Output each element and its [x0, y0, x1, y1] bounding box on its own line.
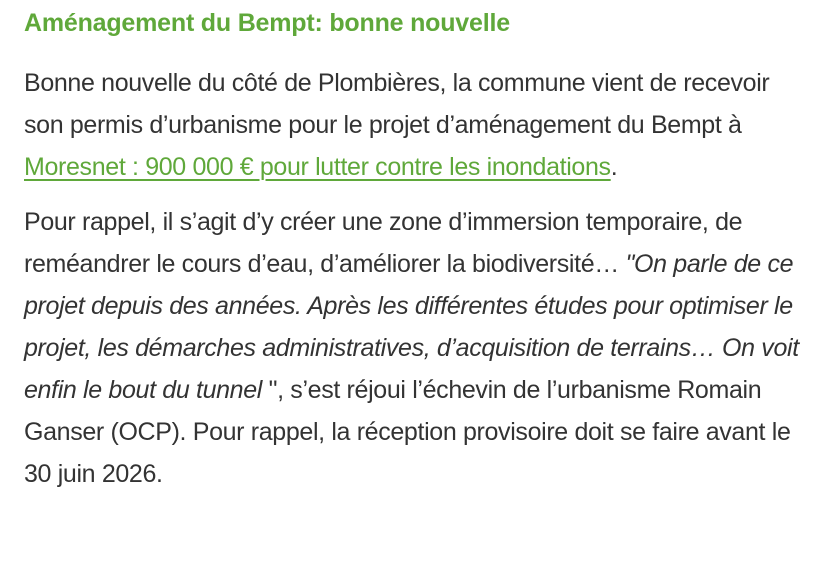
moresnet-article-link[interactable]: Moresnet : 900 000 € pour lutter contre les inondations	[24, 153, 611, 181]
article-title: Aménagement du Bempt: bonne nouvelle	[24, 9, 510, 37]
paragraph-2-end: ", s’est réjoui l’échevin de l’urbanisme Romain Ganser (OCP). Pour rappel, la réception provisoire doit se faire avant le 30 juin 2026.	[24, 376, 791, 488]
paragraph-2-text: Pour rappel, il s’agit d’y créer une zone d’immersion temporaire, de reméandrer le cours d’eau, d’améliorer la biodiversité…	[24, 208, 743, 278]
article-paragraph-1	[24, 62, 804, 188]
paragraph-1-text: Bonne nouvelle du côté de Plombières, la commune vient de recevoir son permis d’urbanisme pour le projet d’aménagement du Bempt à	[24, 69, 770, 139]
alderman-quote: "On parle de ce projet depuis des années. Après les différentes études pour optimiser le projet, les démarches administratives, d’acquisition de terrains… On voit enfin le bout du tunnel	[24, 250, 799, 404]
article-paragraph-2	[24, 201, 804, 495]
article	[24, 6, 804, 495]
paragraph-1-end: .	[610, 153, 618, 181]
